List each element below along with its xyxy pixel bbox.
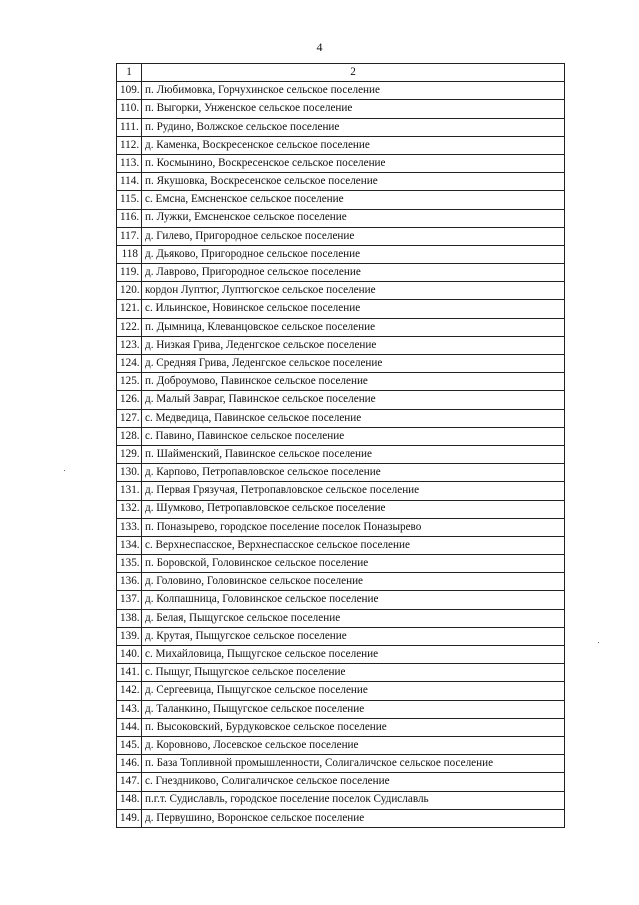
table-row: [117, 718, 565, 736]
table-row: [117, 209, 565, 227]
settlement-name: п. Дымница, Клеванцовское сельское поселение: [142, 318, 565, 336]
settlement-name: п. Космынино, Воскресенское сельское поселение: [142, 154, 565, 172]
row-number: 132.: [117, 500, 142, 518]
column-header-number: 1: [117, 64, 142, 82]
row-number: 128.: [117, 427, 142, 445]
table-row: [117, 264, 565, 282]
table-row: [117, 173, 565, 191]
table-row: [117, 227, 565, 245]
table-row: [117, 118, 565, 136]
row-number: 124.: [117, 355, 142, 373]
settlement-name: п. Боровской, Головинское сельское поселение: [142, 555, 565, 573]
row-number: 113.: [117, 154, 142, 172]
settlement-name: п. Выгорки, Унженское сельское поселение: [142, 100, 565, 118]
table-row: [117, 536, 565, 554]
settlement-name: д. Колпашница, Головинское сельское поселение: [142, 591, 565, 609]
row-number: 142.: [117, 682, 142, 700]
settlement-name: д. Карпово, Петропавловское сельское поселение: [142, 464, 565, 482]
settlement-name: п.г.т. Судиславль, городское поселение поселок Судиславль: [142, 791, 565, 809]
scan-speck: [598, 642, 599, 643]
table-row: [117, 700, 565, 718]
settlement-name: д. Гилево, Пригородное сельское поселение: [142, 227, 565, 245]
row-number: 133.: [117, 518, 142, 536]
settlement-name: д. Средняя Грива, Леденгское сельское поселение: [142, 355, 565, 373]
settlement-name: д. Первушино, Воронское сельское поселение: [142, 809, 565, 827]
table-row: [117, 500, 565, 518]
row-number: 109.: [117, 82, 142, 100]
row-number: 140.: [117, 646, 142, 664]
row-number: 149.: [117, 809, 142, 827]
row-number: 117.: [117, 227, 142, 245]
settlement-name: д. Каменка, Воскресенское сельское поселение: [142, 136, 565, 154]
settlement-name: кордон Луптюг, Луптюгское сельское поселение: [142, 282, 565, 300]
row-number: 135.: [117, 555, 142, 573]
table-row: [117, 82, 565, 100]
table-row: [117, 336, 565, 354]
row-number: 143.: [117, 700, 142, 718]
settlement-name: п. Любимовка, Горчухинское сельское поселение: [142, 82, 565, 100]
table-row: [117, 445, 565, 463]
settlement-name: д. Шумково, Петропавловское сельское поселение: [142, 500, 565, 518]
row-number: 134.: [117, 536, 142, 554]
settlement-name: п. Высоковский, Бурдуковское сельское поселение: [142, 718, 565, 736]
table-row: [117, 682, 565, 700]
settlement-name: д. Коровново, Лосевское сельское поселение: [142, 736, 565, 754]
table-row: [117, 609, 565, 627]
row-number: 144.: [117, 718, 142, 736]
settlement-name: с. Павино, Павинское сельское поселение: [142, 427, 565, 445]
table-row: [117, 191, 565, 209]
row-number: 110.: [117, 100, 142, 118]
table-row: [117, 591, 565, 609]
table-row: [117, 664, 565, 682]
settlement-name: п. Рудино, Волжское сельское поселение: [142, 118, 565, 136]
table-row: [117, 518, 565, 536]
settlements-table: [116, 63, 565, 828]
settlement-name: д. Таланкино, Пыщугское сельское поселение: [142, 700, 565, 718]
table-row: [117, 409, 565, 427]
table-row: [117, 555, 565, 573]
page-number: 4: [316, 40, 323, 54]
settlement-name: д. Сергеевица, Пыщугское сельское поселение: [142, 682, 565, 700]
table-row: [117, 755, 565, 773]
table-row: [117, 136, 565, 154]
table-row: [117, 100, 565, 118]
row-number: 127.: [117, 409, 142, 427]
row-number: 129.: [117, 445, 142, 463]
row-number: 111.: [117, 118, 142, 136]
settlement-name: д. Головино, Головинское сельское поселение: [142, 573, 565, 591]
settlement-name: д. Малый Завраг, Павинское сельское поселение: [142, 391, 565, 409]
settlement-name: п. Доброумово, Павинское сельское поселение: [142, 373, 565, 391]
table-row: [117, 300, 565, 318]
row-number: 139.: [117, 627, 142, 645]
table-row: [117, 318, 565, 336]
table-row: [117, 391, 565, 409]
table-row: [117, 482, 565, 500]
settlement-name: д. Белая, Пыщугское сельское поселение: [142, 609, 565, 627]
settlement-name: с. Михайловица, Пыщугское сельское поселение: [142, 646, 565, 664]
row-number: 130.: [117, 464, 142, 482]
table-row: [117, 245, 565, 263]
row-number: 131.: [117, 482, 142, 500]
row-number: 147.: [117, 773, 142, 791]
column-header-name: 2: [142, 64, 565, 82]
settlement-name: с. Гнездниково, Солигаличское сельское поселение: [142, 773, 565, 791]
settlement-name: с. Медведица, Павинское сельское поселение: [142, 409, 565, 427]
row-number: 137.: [117, 591, 142, 609]
table-row: [117, 427, 565, 445]
table-row: [117, 809, 565, 827]
row-number: 122.: [117, 318, 142, 336]
settlement-name: д. Дьяково, Пригородное сельское поселение: [142, 245, 565, 263]
scan-speck: [64, 470, 65, 471]
row-number: 121.: [117, 300, 142, 318]
settlement-name: д. Лаврово, Пригородное сельское поселение: [142, 264, 565, 282]
table-row: [117, 791, 565, 809]
table-header-row: [117, 64, 565, 82]
table-row: [117, 355, 565, 373]
row-number: 114.: [117, 173, 142, 191]
settlement-name: п. База Топливной промышленности, Солигаличское сельское поселение: [142, 755, 565, 773]
settlement-name: п. Якушовка, Воскресенское сельское поселение: [142, 173, 565, 191]
settlement-name: д. Первая Грязучая, Петропавловское сельское поселение: [142, 482, 565, 500]
row-number: 136.: [117, 573, 142, 591]
settlement-name: п. Шайменский, Павинское сельское поселение: [142, 445, 565, 463]
row-number: 112.: [117, 136, 142, 154]
table-row: [117, 773, 565, 791]
settlement-name: д. Крутая, Пыщугское сельское поселение: [142, 627, 565, 645]
table-row: [117, 373, 565, 391]
settlement-name: д. Низкая Грива, Леденгское сельское поселение: [142, 336, 565, 354]
settlement-name: с. Ильинское, Новинское сельское поселение: [142, 300, 565, 318]
row-number: 125.: [117, 373, 142, 391]
settlement-name: с. Емсна, Емсненское сельское поселение: [142, 191, 565, 209]
row-number: 141.: [117, 664, 142, 682]
row-number: 118: [117, 245, 142, 263]
table-row: [117, 464, 565, 482]
row-number: 115.: [117, 191, 142, 209]
settlement-name: с. Верхнеспасское, Верхнеспасское сельское поселение: [142, 536, 565, 554]
row-number: 123.: [117, 336, 142, 354]
settlement-name: с. Пыщуг, Пыщугское сельское поселение: [142, 664, 565, 682]
settlement-name: п. Лужки, Емсненское сельское поселение: [142, 209, 565, 227]
row-number: 126.: [117, 391, 142, 409]
table-row: [117, 282, 565, 300]
table-row: [117, 646, 565, 664]
row-number: 120.: [117, 282, 142, 300]
row-number: 116.: [117, 209, 142, 227]
row-number: 145.: [117, 736, 142, 754]
settlement-name: п. Поназырево, городское поселение поселок Поназырево: [142, 518, 565, 536]
row-number: 148.: [117, 791, 142, 809]
row-number: 138.: [117, 609, 142, 627]
table-row: [117, 736, 565, 754]
table-row: [117, 154, 565, 172]
table-row: [117, 627, 565, 645]
row-number: 146.: [117, 755, 142, 773]
row-number: 119.: [117, 264, 142, 282]
table-row: [117, 573, 565, 591]
